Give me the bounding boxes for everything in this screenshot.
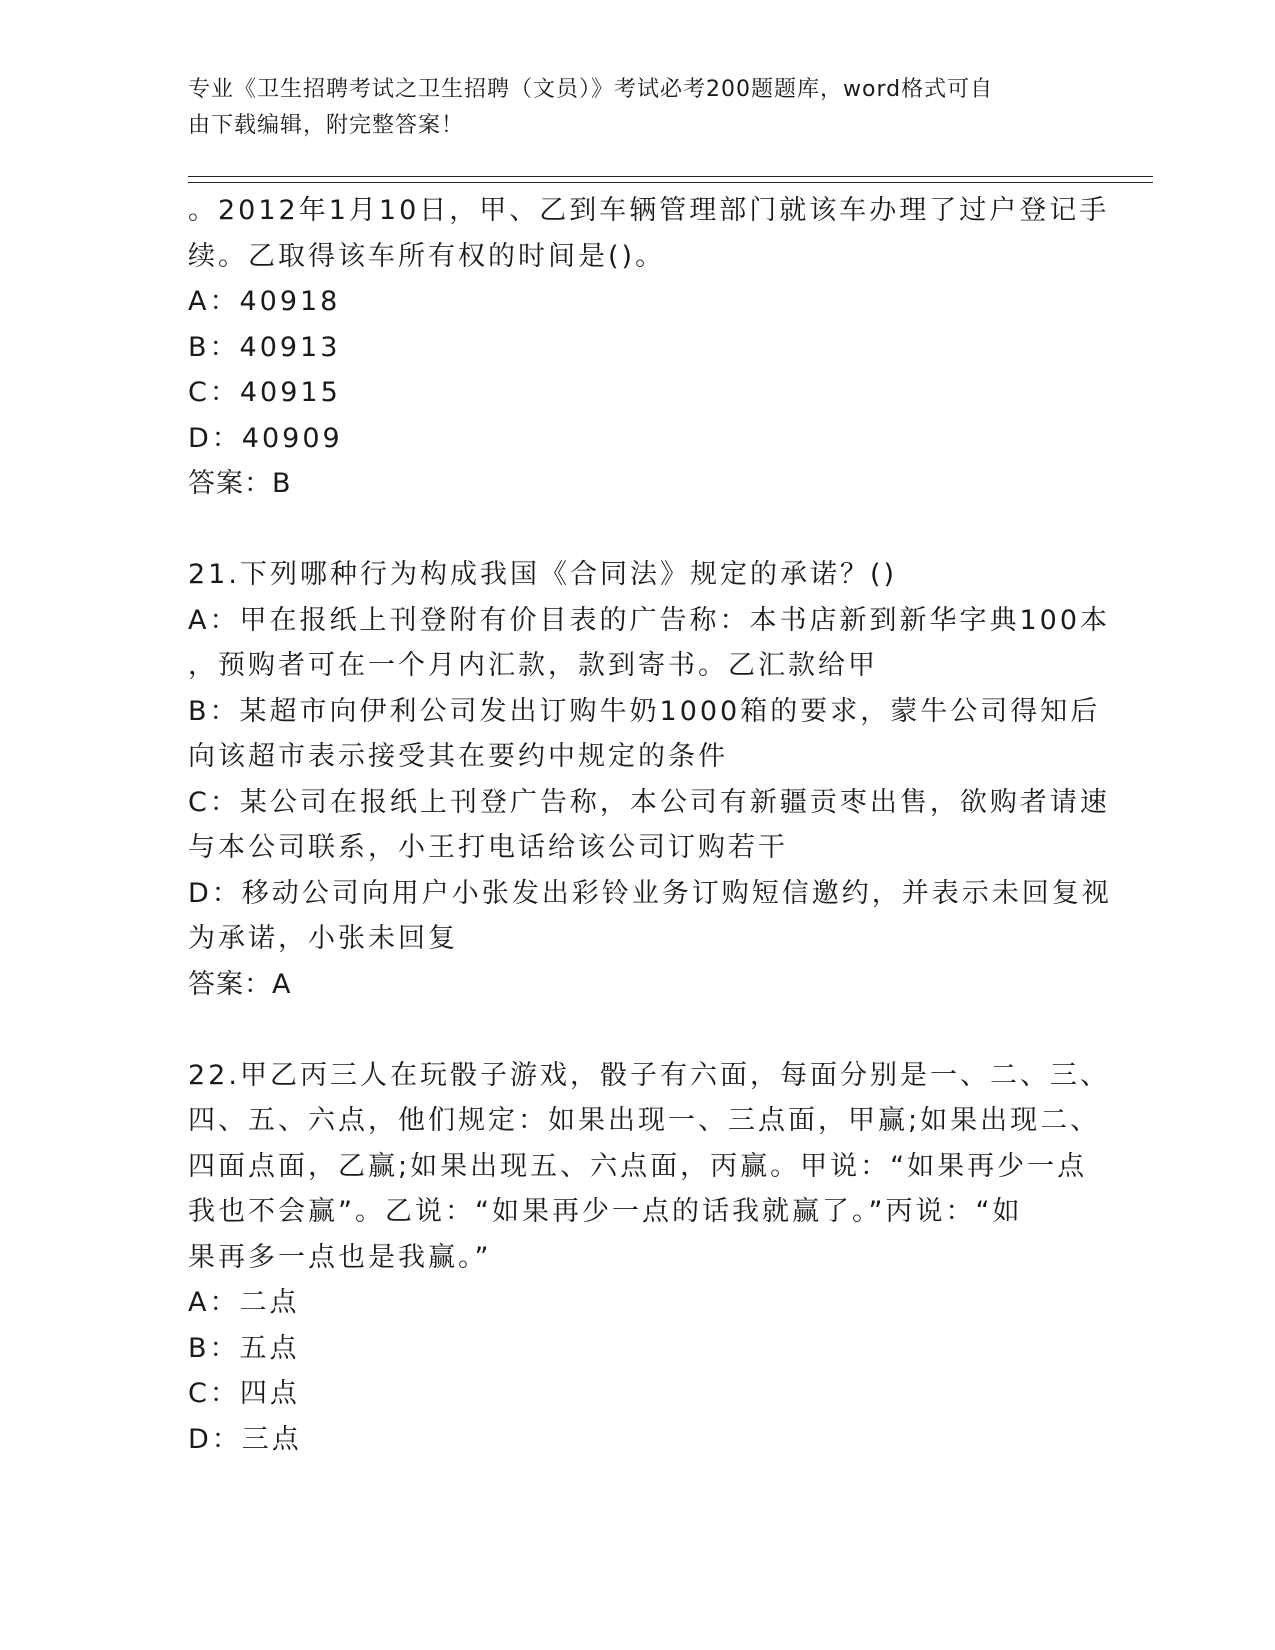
question-text-line: 22.甲乙丙三人在玩骰子游戏，骰子有六面，每面分别是一、二、三、 [188,1059,1110,1091]
header-divider-bottom [188,182,1153,183]
question-20 [188,188,1110,507]
spacer [188,1007,1088,1053]
option-a-continued: ，预购者可在一个月内汇款，款到寄书。乙汇款给甲 [188,650,878,681]
option-c: C：某公司在报纸上刊登广告称，本公司有新疆贡枣出售，欲购者请速 [188,786,1110,818]
option-b-continued: 向该超市表示接受其在要约中规定的条件 [188,741,728,772]
question-text-line: 。2012年1月10日，甲、乙到车辆管理部门就该车办理了过户登记手 [188,195,1110,226]
answer-line: 答案：B [188,468,292,499]
answer-line: 答案：A [188,968,292,1000]
header-line-1: 专业《卫生招聘考试之卫生招聘（文员）》考试必考200题题库，word格式可自 [188,77,994,102]
question-text-line: 四面点面，乙赢;如果出现五、六点面，丙赢。甲说：“如果再少一点 [188,1150,1088,1182]
question-text-line: 我也不会赢”。乙说：“如果再少一点的话我就赢了。”丙说：“如 [188,1196,1023,1227]
option-c: C：四点 [188,1378,300,1409]
option-c-continued: 与本公司联系，小王打电话给该公司订购若干 [188,832,788,863]
option-a: A：40918 [188,286,341,317]
option-d-continued: 为承诺，小张未回复 [188,923,458,954]
header-line-2: 由下载编辑，附完整答案！ [188,113,465,138]
document-header [188,72,1088,144]
question-22 [188,1053,1110,1463]
question-21 [188,552,1112,1007]
spacer [188,507,1088,553]
option-d: D：40909 [188,422,343,454]
option-d: D：移动公司向用户小张发出彩铃业务订购短信邀约，并表示未回复视 [188,877,1112,909]
document-body [188,188,1112,1462]
question-text-line: 果再多一点也是我赢。” [188,1241,492,1273]
question-text-line: 续。乙取得该车所有权的时间是()。 [188,240,666,272]
option-c: C：40915 [188,377,341,408]
option-b: B：40913 [188,331,341,363]
option-d: D：三点 [188,1423,302,1455]
option-a: A：甲在报纸上刊登附有价目表的广告称：本书店新到新华字典100本 [188,604,1111,636]
question-text-line: 四、五、六点，他们规定：如果出现一、三点面，甲赢;如果出现二、 [188,1105,1101,1136]
option-b: B：五点 [188,1332,300,1364]
option-b: B：某超市向伊利公司发出订购牛奶1000箱的要求，蒙牛公司得知后 [188,695,1101,727]
question-text-line: 21.下列哪种行为构成我国《合同法》规定的承诺？() [188,559,898,590]
option-a: A：二点 [188,1287,300,1318]
header-divider-top [188,176,1153,177]
